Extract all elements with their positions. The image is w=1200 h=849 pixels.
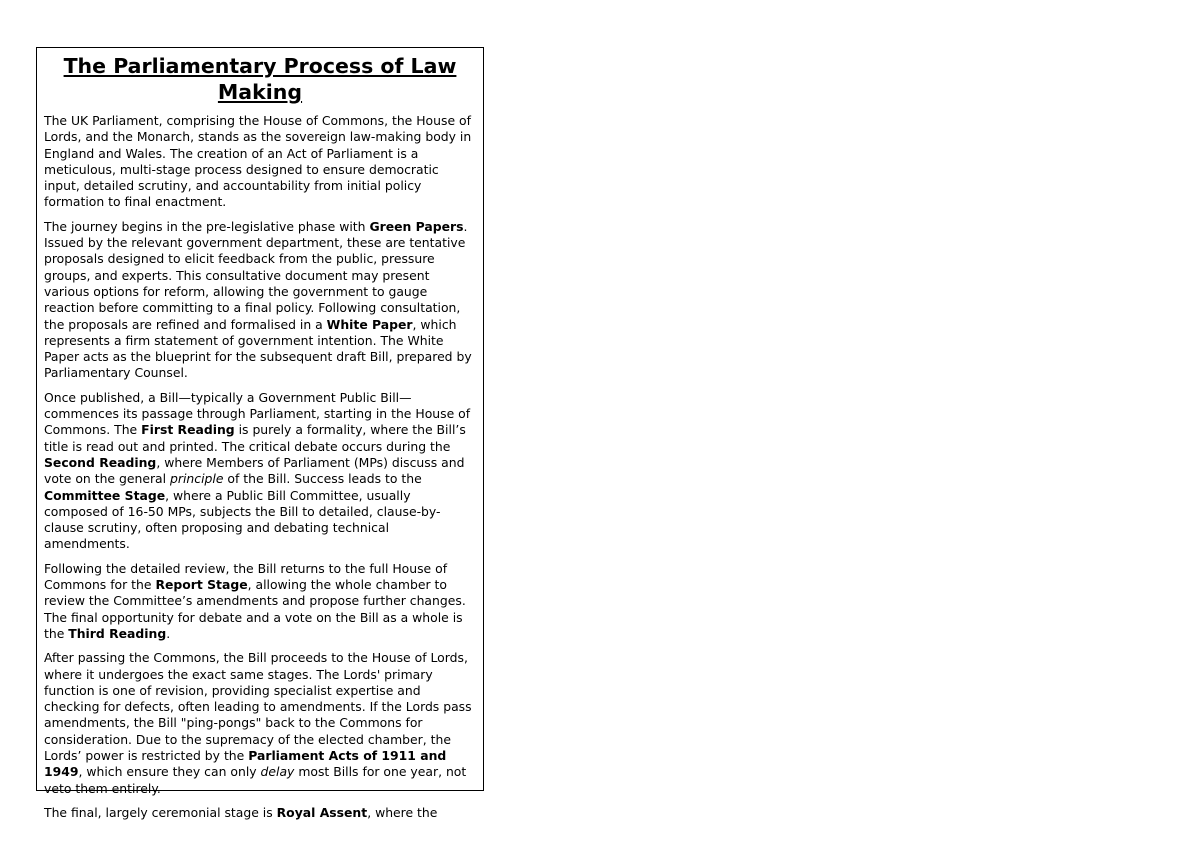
italic-term: delay (260, 764, 295, 780)
text-segment: After passing the Commons, the Bill proceeds to the House of Lords, where it undergoes the exact same stages. The Lords' primary function is one of revision, providing specialist expertise and checking for defects, often leading to amendments. If the Lords pass amendments, the Bill "ping-pongs" back to the Commons for consideration. Due to the supremacy of the elected chamber, the Lords’ power is restricted by the (44, 650, 472, 763)
bold-term: Parliament Acts of 1911 and 1949 (44, 747, 447, 780)
paragraph (44, 219, 476, 382)
paragraph (44, 390, 476, 553)
text-segment: , where a Public Bill Committee, usually composed of 16-50 MPs, subjects the Bill to detailed, clause-by-clause scrutiny, often proposing and debating technical amendments. (44, 487, 441, 552)
paragraph (44, 805, 476, 821)
italic-term: principle (170, 471, 224, 487)
text-segment: most Bills for one year, not veto them entirely. (44, 764, 467, 796)
text-segment: , where the (367, 804, 438, 820)
document-body (44, 113, 476, 821)
bold-term: Third Reading (68, 625, 167, 641)
bold-term: First Reading (141, 422, 235, 438)
bold-term: Green Papers (369, 218, 464, 234)
document-title: The Parliamentary Process of Law Making (63, 54, 457, 104)
text-segment: , allowing the whole chamber to review the Committee’s amendments and propose further changes. The final opportunity for debate and a vote on the Bill as a whole is the (44, 577, 466, 641)
text-segment: , which represents a firm statement of government intention. The White Paper acts as the blueprint for the subsequent draft Bill, prepared by Parliamentary Counsel. (44, 316, 472, 381)
text-segment: , which ensure they can only (78, 764, 261, 780)
text-segment: The UK Parliament, comprising the House of Commons, the House of Lords, and the Monarch, stands as the sovereign law-making body in England and Wales. The creation of an Act of Parliament is a meticulous, multi-stage process designed to ensure democratic input, detailed scrutiny, and accountability from initial policy formation to final enactment. (44, 113, 472, 210)
bold-term: Second Reading (44, 454, 157, 470)
bold-term: Report Stage (155, 577, 248, 593)
text-segment: . Issued by the relevant government department, these are tentative proposals designed to elicit feedback from the public, pressure groups, and experts. This consultative document may present various options for reform, allowing the government to gauge reaction before committing to a final policy. Following consultation, the proposals are refined and formalised in a (44, 218, 468, 332)
text-segment: is purely a formality, where the Bill’s title is read out and printed. The critical debate occurs during the (44, 422, 466, 454)
document-page (36, 47, 484, 820)
bold-term: Committee Stage (44, 487, 166, 503)
text-segment: of the Bill. Success leads to the (223, 471, 422, 487)
text-segment: , where Members of Parliament (MPs) discuss and vote on the general (44, 454, 465, 487)
text-segment: The final, largely ceremonial stage is (44, 804, 277, 820)
paragraph (44, 650, 476, 797)
text-segment: . (166, 625, 171, 641)
text-segment: The journey begins in the pre-legislative phase with (44, 218, 370, 234)
paragraph (44, 561, 476, 642)
text-segment: Following the detailed review, the Bill returns to the full House of Commons for the (44, 560, 448, 593)
text-segment: Once published, a Bill—typically a Government Public Bill—commences its passage through Parliament, starting in the House of Commons. The (44, 389, 471, 438)
paragraph (44, 113, 476, 211)
bold-term: White Paper (326, 316, 413, 332)
bold-term: Royal Assent (276, 804, 368, 820)
